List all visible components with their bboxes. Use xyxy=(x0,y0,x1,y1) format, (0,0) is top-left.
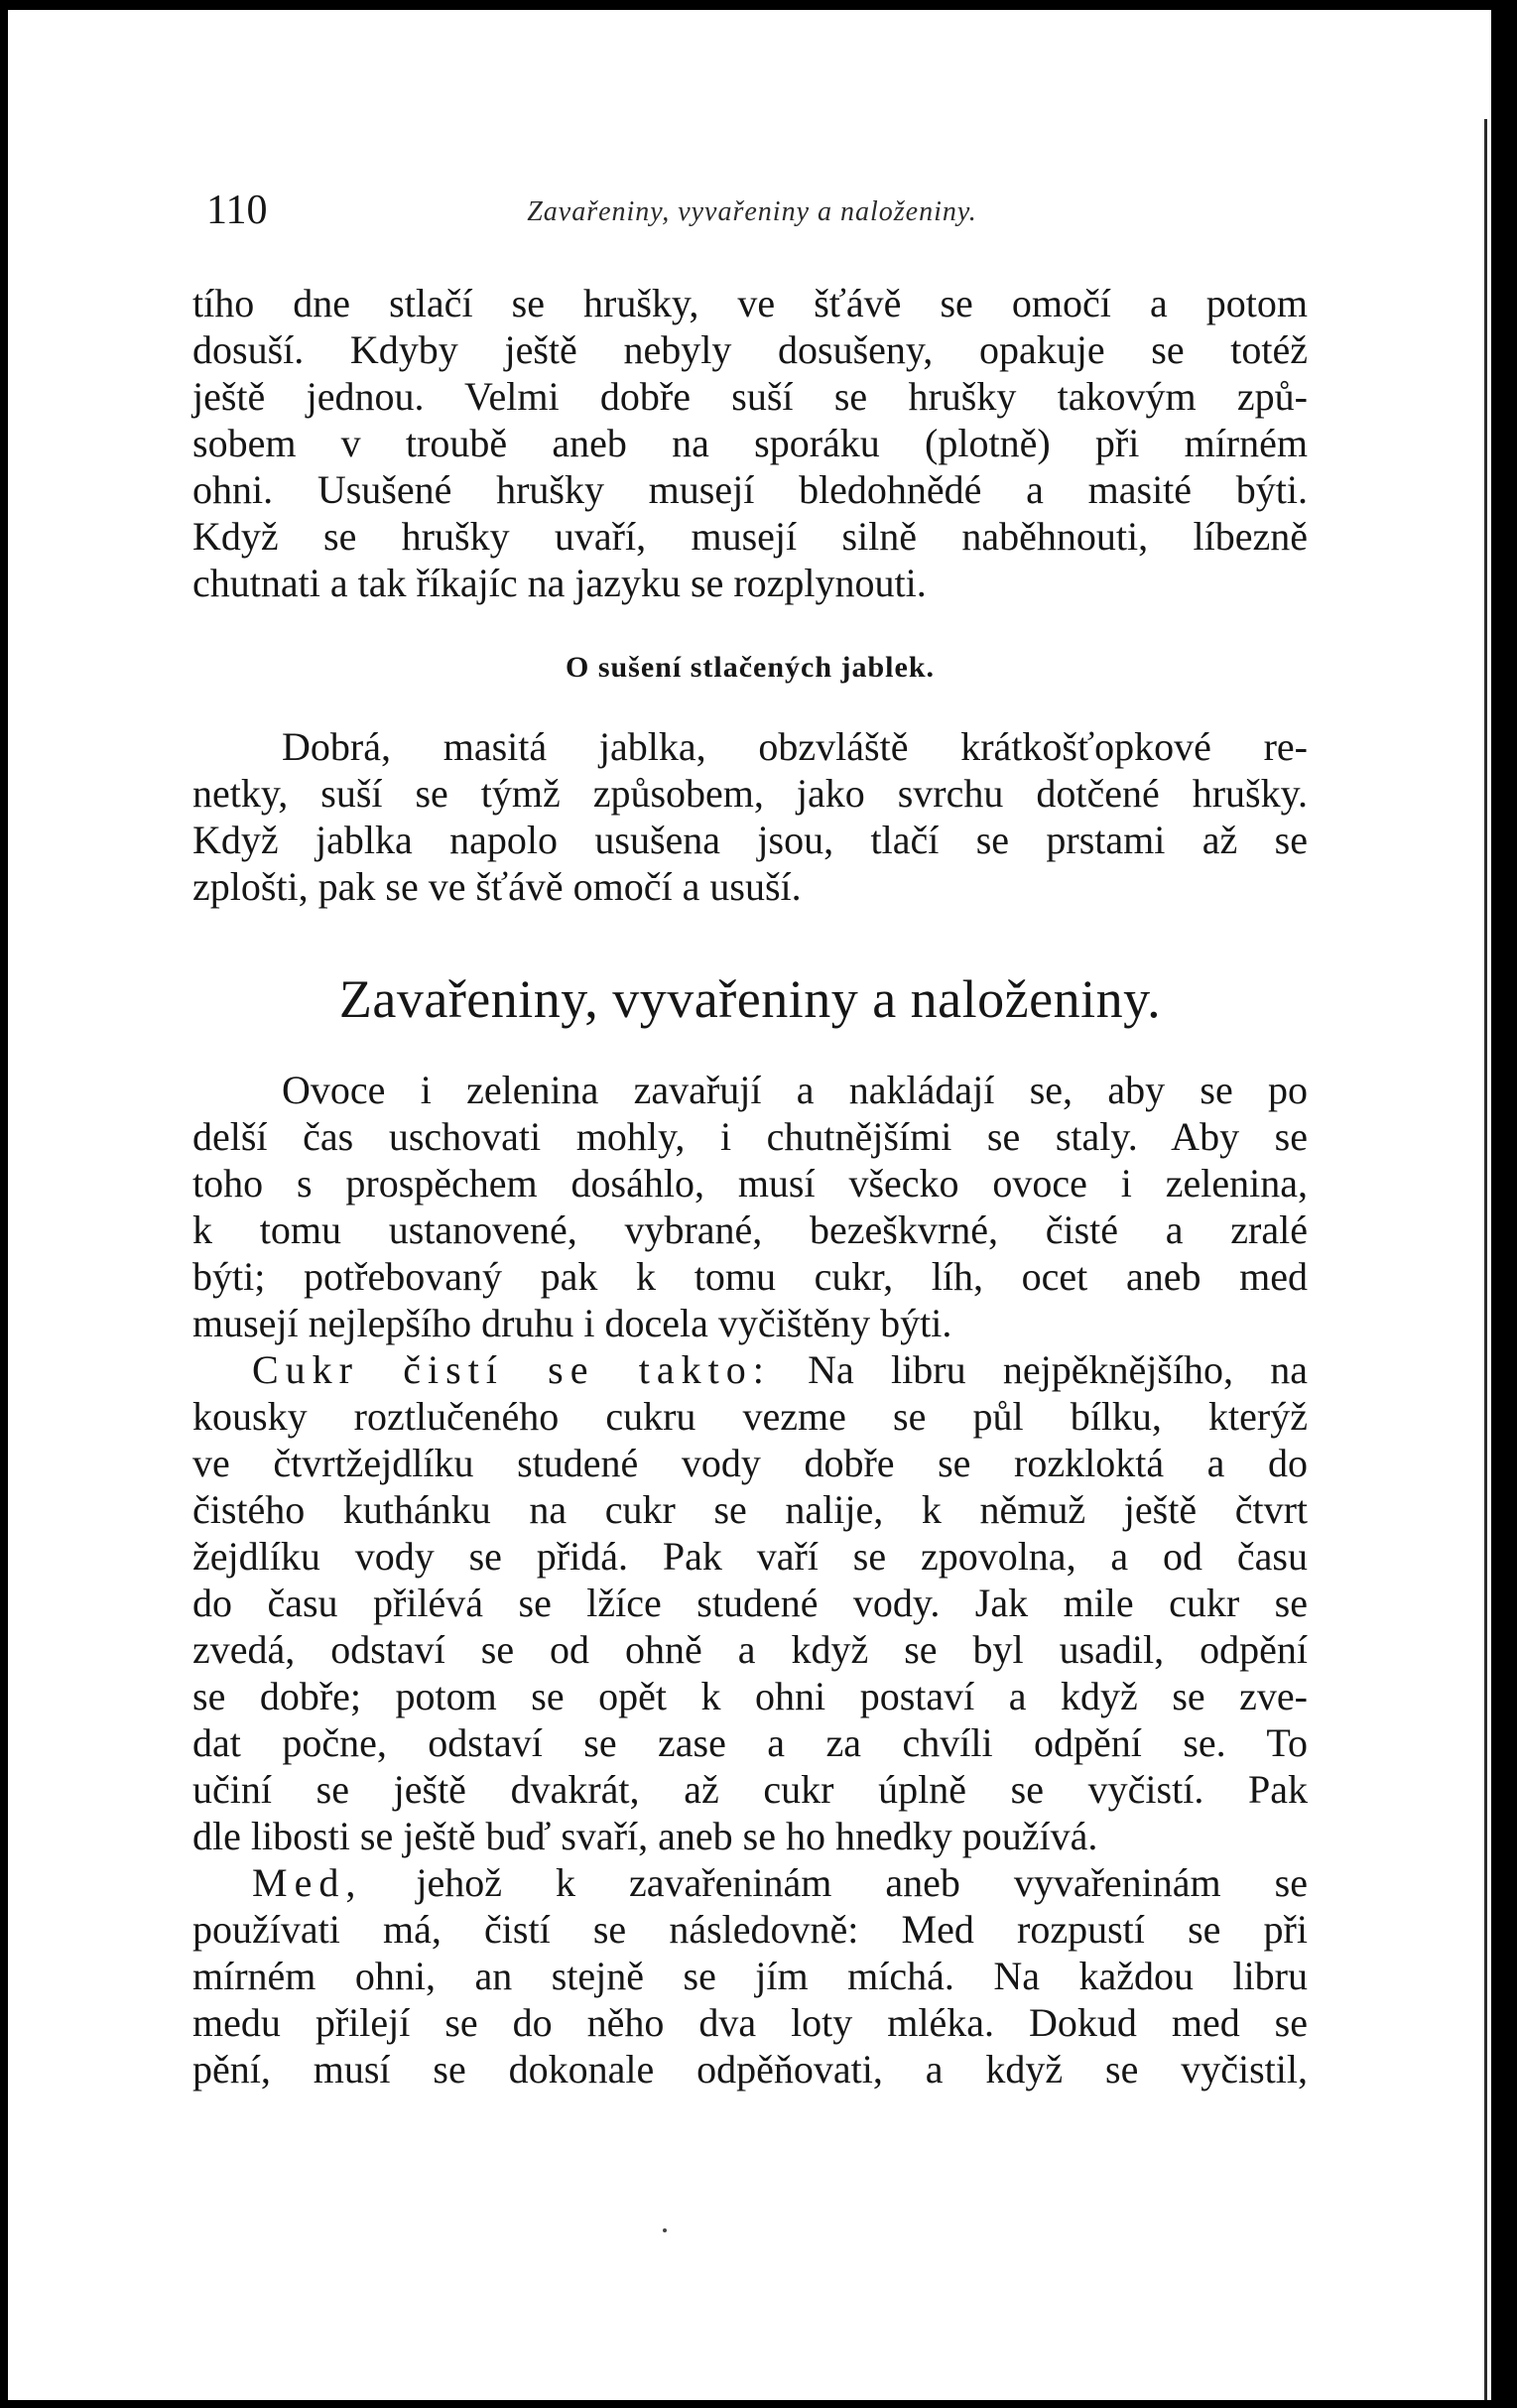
text-line: používati má, čistí se následovně: Med rozpustí se při xyxy=(192,1907,1308,1952)
paragraph-cukr xyxy=(192,1346,1308,1859)
text-line: sobem v troubě aneb na sporáku (plotně) při mírném xyxy=(192,421,1308,465)
text-line: ohni. Usušené hrušky musejí bledohnědé a masité býti. xyxy=(192,467,1308,512)
text-line: dosuší. Kdyby ještě nebyly dosušeny, opakuje se totéž xyxy=(192,327,1308,372)
text-line xyxy=(192,1346,1308,1393)
paragraph-ovoce xyxy=(192,1067,1308,1346)
text-line: zvedá, odstaví se od ohně a když se byl usadil, odpění xyxy=(192,1627,1308,1672)
book-page xyxy=(8,10,1491,2400)
text-line: mírném ohni, an stejně se jím míchá. Na každou libru xyxy=(192,1954,1308,1998)
page-number: 110 xyxy=(206,188,268,233)
running-title: Zavařeniny, vyvařeniny a naloženiny. xyxy=(527,196,977,227)
text-line: dle libosti se ještě buď svaří, aneb se ho hnedky používá. xyxy=(192,1814,1098,1858)
page-body xyxy=(192,280,1308,2092)
text-line: k tomu ustanovené, vybrané, bezeškvrné, čisté a zralé xyxy=(192,1207,1308,1252)
text-line: tího dne stlačí se hrušky, ve šťávě se omočí a potom xyxy=(192,281,1308,325)
paragraph-hrusky xyxy=(192,280,1308,606)
text-line: pění, musí se dokonale odpěňovati, a když se vyčistil, xyxy=(192,2047,1308,2091)
text-line: toho s prospěchem dosáhlo, musí všecko ovoce i zelenina, xyxy=(192,1161,1308,1205)
page-header xyxy=(196,187,1308,246)
spaced-lead-med: Med, xyxy=(252,1860,363,1905)
text-line: zplošti, pak se ve šťávě omočí a usuší. xyxy=(192,864,802,909)
text-line: čistého kuthánku na cukr se nalije, k němuž ještě čtvrt xyxy=(192,1487,1308,1532)
paragraph-jablka xyxy=(192,723,1308,910)
spaced-lead-cukr: Cukr čistí se takto: xyxy=(252,1347,771,1392)
text-line: býti; potřebovaný pak k tomu cukr, líh, ocet aneb med xyxy=(192,1254,1308,1299)
text-line: žejdlíku vody se přidá. Pak vaří se zpovolna, a od času xyxy=(192,1534,1308,1579)
subheading-suseni-jablek: O sušení stlačených jablek. xyxy=(565,651,936,684)
text-line: Ovoce i zelenina zavařují a nakládají se, aby se po xyxy=(282,1068,1308,1112)
print-speck xyxy=(663,2228,667,2232)
text-run: Na libru nejpěknějšího, na xyxy=(770,1347,1309,1392)
text-line: do času přilévá se lžíce studené vody. Jak mile cukr se xyxy=(192,1581,1308,1625)
page-gutter-edge xyxy=(1484,119,1487,2400)
text-line: ještě jednou. Velmi dobře suší se hrušky takovým způ- xyxy=(192,374,1308,419)
text-run: jehož k zavařeninám aneb vyvařeninám se xyxy=(362,1860,1308,1905)
text-line xyxy=(192,1859,1308,1906)
text-line: dat počne, odstaví se zase a za chvíli odpění se. To xyxy=(192,1720,1308,1765)
text-line: musejí nejlepšího druhu i docela vyčištěny býti. xyxy=(192,1301,952,1345)
text-line: Dobrá, masitá jablka, obzvláště krátkošťopkové re- xyxy=(282,724,1308,769)
text-line: chutnati a tak říkajíc na jazyku se rozplynouti. xyxy=(192,561,927,605)
text-line: kousky roztlučeného cukru vezme se půl bílku, kterýž xyxy=(192,1394,1308,1439)
text-line: Když se hrušky uvaří, musejí silně naběhnouti, líbezně xyxy=(192,514,1308,559)
text-line: ve čtvrtžejdlíku studené vody dobře se rozkloktá a do xyxy=(192,1441,1308,1485)
text-line: Když jablka napolo usušena jsou, tlačí se prstami až se xyxy=(192,818,1308,862)
section-heading: Zavařeniny, vyvařeniny a naloženiny. xyxy=(338,969,1162,1029)
text-line: učiní se ještě dvakrát, až cukr úplně se vyčistí. Pak xyxy=(192,1767,1308,1812)
text-line: se dobře; potom se opět k ohni postaví a když se zve- xyxy=(192,1674,1308,1718)
text-line: medu přilejí se do něho dva loty mléka. Dokud med se xyxy=(192,2000,1308,2045)
text-line: delší čas uschovati mohly, i chutnějšími se staly. Aby se xyxy=(192,1114,1308,1159)
paragraph-med xyxy=(192,1859,1308,2092)
text-line: netky, suší se týmž způsobem, jako svrchu dotčené hrušky. xyxy=(192,771,1308,816)
